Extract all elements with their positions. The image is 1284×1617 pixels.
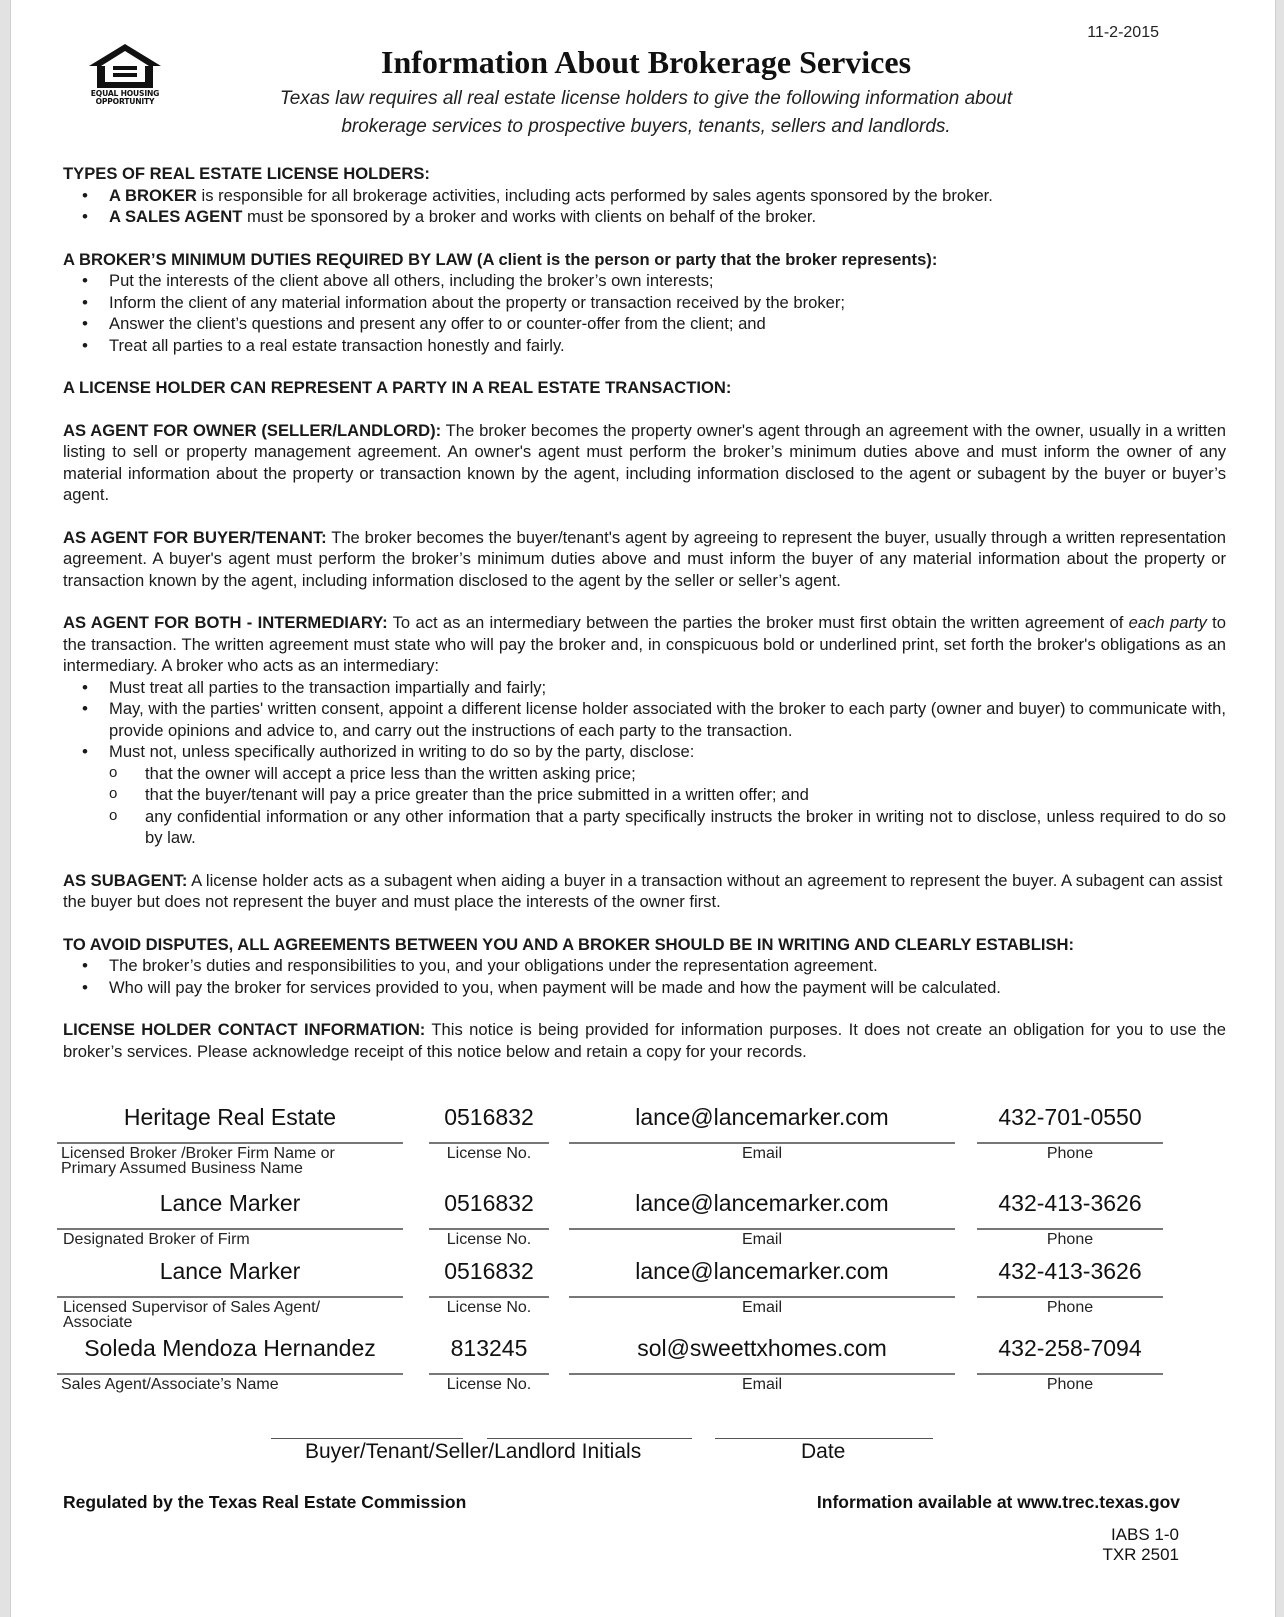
paragraph-text: To act as an intermediary between the parties the broker must first obtain the written agreement of xyxy=(387,613,1129,632)
paragraph-label: AS AGENT FOR OWNER (SELLER/LANDLORD): xyxy=(63,420,442,440)
field-underline xyxy=(429,1142,549,1144)
form-identifier xyxy=(1102,1525,1179,1565)
contact-phone-field[interactable]: 432-413-3626 xyxy=(998,1258,1142,1284)
paragraph-label: AS AGENT FOR BOTH - INTERMEDIARY: xyxy=(63,613,388,632)
field-underline xyxy=(57,1296,403,1298)
section-avoid-disputes xyxy=(63,934,1226,999)
equal-housing-text-2: OPPORTUNITY xyxy=(95,97,155,106)
contact-name-label: Licensed Supervisor of Sales Agent/ Associate xyxy=(63,1299,321,1331)
date-field[interactable] xyxy=(715,1438,933,1439)
list-item: • Must treat all parties to the transaction impartially and fairly; xyxy=(109,677,1226,699)
field-underline xyxy=(57,1142,403,1144)
field-underline xyxy=(977,1142,1163,1144)
list-item: • Answer the client’s questions and present any offer to or counter-offer from the client; and xyxy=(109,313,1226,335)
field-underline xyxy=(57,1228,403,1230)
equal-housing-text-1: EQUAL HOUSING xyxy=(90,89,160,98)
email-label: Email xyxy=(741,1376,782,1393)
license-label: License No. xyxy=(446,1299,532,1316)
term-broker: A BROKER xyxy=(109,185,197,205)
document-body xyxy=(63,163,1226,1062)
paragraph-emphasis: each party xyxy=(1128,613,1207,632)
contact-phone-field[interactable]: 432-258-7094 xyxy=(998,1335,1142,1361)
contact-name-field[interactable]: Lance Marker xyxy=(159,1190,301,1216)
section-license-holder-types xyxy=(63,163,1226,228)
initials-label: Buyer/Tenant/Seller/Landlord Initials xyxy=(305,1440,642,1463)
subtitle-line-1: Texas law requires all real estate license holders to give the following information about xyxy=(279,88,1013,109)
initials-field-2[interactable] xyxy=(487,1438,692,1439)
paragraph-label: AS SUBAGENT: xyxy=(63,870,188,890)
paragraph-label: LICENSE HOLDER CONTACT INFORMATION: xyxy=(63,1020,426,1039)
regulated-by-text: Regulated by the Texas Real Estate Commission xyxy=(63,1492,467,1512)
contact-name-field[interactable]: Heritage Real Estate xyxy=(123,1104,337,1130)
field-underline xyxy=(429,1373,549,1375)
sub-list-item: o that the owner will accept a price less than the written asking price; xyxy=(145,763,1226,785)
contact-email-field[interactable]: lance@lancemarker.com xyxy=(635,1258,889,1284)
section-owner-agent xyxy=(63,420,1226,506)
paragraph-text: to the transaction. The written agreement must state who will pay the broker and, in conspicuous bold or underlined print, set forth the broker's obligations as an intermediary. A broker who acts as an intermediary: xyxy=(63,613,1226,675)
list-item: • Must not, unless specifically authorized in writing to do so by the party, disclose: xyxy=(109,741,1226,763)
email-label: Email xyxy=(741,1231,782,1248)
document-page xyxy=(10,0,1276,1617)
license-label: License No. xyxy=(446,1231,532,1248)
phone-label: Phone xyxy=(1046,1145,1094,1162)
contact-email-field[interactable]: sol@sweettxhomes.com xyxy=(637,1335,887,1361)
section-heading: TO AVOID DISPUTES, ALL AGREEMENTS BETWEEN YOU AND A BROKER SHOULD BE IN WRITING AND CLEARLY ESTABLISH: xyxy=(63,934,1075,954)
license-label: License No. xyxy=(446,1145,532,1162)
section-buyer-agent xyxy=(63,527,1226,592)
page-title: Information About Brokerage Services xyxy=(380,44,912,80)
field-underline xyxy=(57,1373,403,1375)
form-id-txr: TXR 2501 xyxy=(1102,1545,1179,1564)
form-revision-date: 11-2-2015 xyxy=(1087,24,1159,41)
section-heading-represent: A LICENSE HOLDER CAN REPRESENT A PARTY IN A REAL ESTATE TRANSACTION: xyxy=(63,378,732,397)
section-subagent xyxy=(63,870,1226,913)
contact-name-label: Sales Agent/Associate’s Name xyxy=(61,1376,279,1393)
list-item: • Treat all parties to a real estate transaction honestly and fairly. xyxy=(109,335,1226,357)
contact-license-field[interactable]: 0516832 xyxy=(444,1258,534,1284)
phone-label: Phone xyxy=(1046,1299,1094,1316)
list-item: • Who will pay the broker for services provided to you, when payment will be made and how the payment will be calculated. xyxy=(109,977,1226,999)
contact-name-label: Designated Broker of Firm xyxy=(63,1231,250,1248)
field-underline xyxy=(569,1142,955,1144)
section-heading: TYPES OF REAL ESTATE LICENSE HOLDERS: xyxy=(63,164,430,183)
list-item xyxy=(109,185,1226,207)
paragraph-text: This notice is being provided for information purposes. It does not create an obligation for you to use the broker’s services. Please acknowledge receipt of this notice below and retain a copy for your records. xyxy=(63,1020,1226,1061)
list-item: • May, with the parties' written consent, appoint a different license holder associated with the broker to each party (owner and buyer) to communicate with, provide opinions and advice to, and carry out the instructions of each party to the transaction. xyxy=(109,698,1226,741)
sub-list-item: o that the buyer/tenant will pay a price greater than the price submitted in a written offer; and xyxy=(145,784,1226,806)
email-label: Email xyxy=(741,1299,782,1316)
contact-name-field[interactable]: Soleda Mendoza Hernandez xyxy=(84,1335,376,1361)
field-underline xyxy=(977,1373,1163,1375)
sub-list-item: o any confidential information or any other information that a party specifically instructs the broker in writing not to disclose, unless required to do so by law. xyxy=(145,806,1226,849)
list-item: • Put the interests of the client above all others, including the broker’s own interests; xyxy=(109,270,1226,292)
contact-license-field[interactable]: 0516832 xyxy=(444,1190,534,1216)
info-available-text: Information available at www.trec.texas.gov xyxy=(816,1492,1180,1512)
list-item xyxy=(109,206,1226,228)
field-underline xyxy=(569,1373,955,1375)
page-subtitle xyxy=(11,85,1275,141)
paragraph-text: The broker becomes the buyer/tenant's agent by agreeing to represent the buyer, usually through a written representation agreement. A buyer's agent must perform the broker’s minimum duties above and must inform the buyer of any material information about the property or transaction known by the agent, including information disclosed to the agent by the seller or seller’s agent. xyxy=(63,527,1226,590)
section-intermediary xyxy=(63,612,1226,849)
term-description: is responsible for all brokerage activities, including acts performed by sales agents sponsored by the broker. xyxy=(196,185,993,205)
term-description: must be sponsored by a broker and works with clients on behalf of the broker. xyxy=(242,207,817,226)
section-heading: A BROKER’S MINIMUM DUTIES REQUIRED BY LAW (A client is the person or party that the broker represents): xyxy=(63,249,938,269)
contact-license-field[interactable]: 813245 xyxy=(450,1335,528,1361)
contact-license-field[interactable]: 0516832 xyxy=(444,1104,534,1130)
field-underline xyxy=(429,1296,549,1298)
list-item: • The broker’s duties and responsibilities to you, and your obligations under the representation agreement. xyxy=(109,955,1226,977)
list-item: • Inform the client of any material information about the property or transaction received by the broker; xyxy=(109,292,1226,314)
section-contact-information xyxy=(63,1019,1226,1062)
contact-email-field[interactable]: lance@lancemarker.com xyxy=(635,1190,889,1216)
date-label: Date xyxy=(801,1440,846,1463)
initials-field-1[interactable] xyxy=(271,1438,463,1439)
paragraph-text: A license holder acts as a subagent when aiding a buyer in a transaction without an agreement to represent the buyer. A subagent can assist the buyer but does not represent the buyer and must place the interests of the owner first. xyxy=(63,870,1223,911)
phone-label: Phone xyxy=(1046,1231,1094,1248)
license-label: License No. xyxy=(446,1376,532,1393)
field-underline xyxy=(977,1296,1163,1298)
phone-label: Phone xyxy=(1046,1376,1094,1393)
contact-phone-field[interactable]: 432-413-3626 xyxy=(998,1190,1142,1216)
field-underline xyxy=(977,1228,1163,1230)
contact-name-field[interactable]: Lance Marker xyxy=(159,1258,301,1284)
field-underline xyxy=(429,1228,549,1230)
subtitle-line-2: brokerage services to prospective buyers, tenants, sellers and landlords. xyxy=(341,116,951,137)
field-underline xyxy=(569,1228,955,1230)
term-sales-agent: A SALES AGENT xyxy=(109,207,243,226)
contact-email-field[interactable]: lance@lancemarker.com xyxy=(635,1104,889,1130)
paragraph-text: The broker becomes the property owner's agent through an agreement with the owner, usually in a written listing to sell or property management agreement. An owner's agent must perform the broker’s minimum duties above and must inform the owner of any material information about the property or transaction known by the agent, including information disclosed to the agent or subagent by the buyer or buyer’s agent. xyxy=(63,420,1226,504)
contact-name-label: Licensed Broker /Broker Firm Name or Primary Assumed Business Name xyxy=(61,1145,335,1177)
section-broker-duties xyxy=(63,249,1226,357)
contact-phone-field[interactable]: 432-701-0550 xyxy=(998,1104,1142,1130)
email-label: Email xyxy=(741,1145,782,1162)
field-underline xyxy=(569,1296,955,1298)
form-id-iabs: IABS 1-0 xyxy=(1110,1525,1179,1544)
paragraph-label: AS AGENT FOR BUYER/TENANT: xyxy=(63,527,327,547)
